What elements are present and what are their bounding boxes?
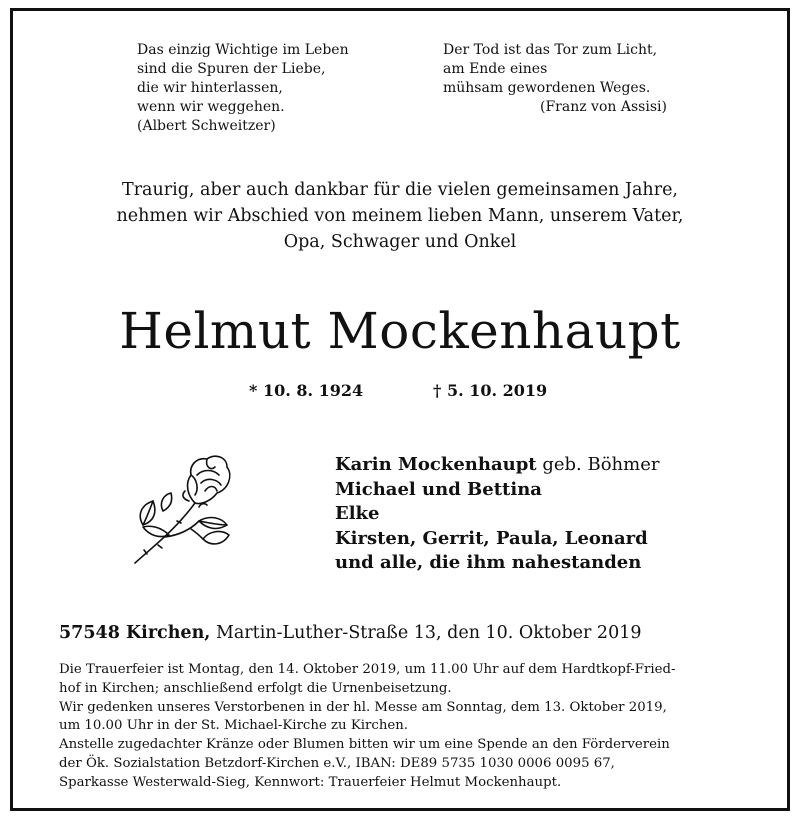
birth-date: * 10. 8. 1924 — [249, 381, 364, 400]
address-city: 57548 Kirchen, — [59, 623, 211, 643]
deceased-name: Helmut Mockenhaupt — [119, 302, 681, 360]
address-line — [59, 623, 641, 643]
mourners-list — [335, 453, 659, 576]
mourner-line: Elke — [335, 503, 380, 524]
intro-line: Opa, Schwager und Onkel — [283, 232, 517, 252]
mourner-line: Kirsten, Gerrit, Paula, Leonard — [335, 527, 648, 549]
quote-line: mühsam gewordenen Weges. — [443, 80, 651, 96]
quote-line: wenn wir weggehen. — [137, 99, 285, 115]
intro-text — [13, 177, 787, 255]
intro-line: Traurig, aber auch dankbar für die vielen gemeinsamen Jahre, — [122, 180, 678, 200]
death-date: † 5. 10. 2019 — [433, 381, 548, 400]
mourner-maiden-name: geb. Böhmer — [536, 454, 660, 475]
note-line: Sparkasse Westerwald-Sieg, Kennwort: Trauerfeier Helmut Mockenhaupt. — [59, 774, 562, 790]
mourner-line: Michael und Bettina — [335, 478, 542, 500]
quote-author: (Albert Schweitzer) — [137, 118, 276, 134]
mourner-name: Karin Mockenhaupt — [335, 454, 537, 475]
quote-assisi — [443, 41, 667, 117]
intro-line: nehmen wir Abschied von meinem lieben Mann, unserem Vater, — [116, 206, 684, 226]
note-line: hof in Kirchen; anschließend erfolgt die Urnenbeisetzung. — [59, 680, 452, 696]
note-line: Die Trauerfeier ist Montag, den 14. Oktober 2019, um 11.00 Uhr auf dem Hardtkopf-Fried- — [59, 662, 676, 677]
quote-line: Der Tod ist das Tor zum Licht, — [443, 42, 658, 58]
obituary-frame — [10, 8, 790, 811]
quote-line: sind die Spuren der Liebe, — [137, 61, 326, 77]
address-street-date: Martin-Luther-Straße 13, den 10. Oktober 2019 — [210, 623, 642, 643]
funeral-notes — [59, 661, 675, 793]
mourner-line — [335, 453, 659, 478]
quote-line: die wir hinterlassen, — [137, 80, 283, 96]
note-line: um 10.00 Uhr in der St. Michael-Kirche zu Kirchen. — [59, 718, 409, 734]
quote-schweitzer — [137, 41, 349, 136]
quote-line: Das einzig Wichtige im Leben — [137, 42, 349, 58]
note-line: der Ök. Sozialstation Betzdorf-Kirchen e.V., IBAN: DE89 5735 1030 0006 0095 67, — [59, 755, 615, 771]
note-line: Anstelle zugedachter Kränze oder Blumen bitten wir um eine Spende an den Förderverein — [59, 737, 670, 753]
quote-author: (Franz von Assisi) — [540, 99, 667, 115]
mourner-line: und alle, die ihm nahestanden — [335, 552, 642, 573]
quote-line: am Ende eines — [443, 61, 548, 77]
note-line: Wir gedenken unseres Verstorbenen in der hl. Messe am Sonntag, dem 13. Oktober 2019, — [59, 699, 667, 715]
rose-icon — [125, 445, 235, 567]
